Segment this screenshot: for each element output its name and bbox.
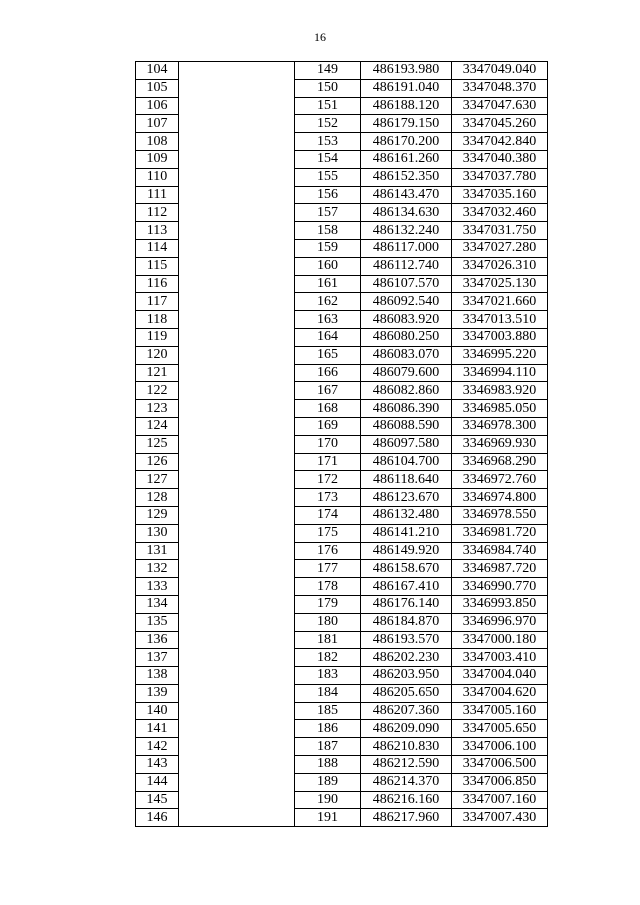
x-coordinate-cell: 486123.670 (361, 489, 452, 507)
row-number-cell: 114 (136, 239, 179, 257)
point-number-cell: 179 (295, 595, 361, 613)
x-coordinate-cell: 486191.040 (361, 79, 452, 97)
row-number-cell: 110 (136, 168, 179, 186)
x-coordinate-cell: 486132.480 (361, 506, 452, 524)
y-coordinate-cell: 3346990.770 (452, 578, 548, 596)
row-number-cell: 121 (136, 364, 179, 382)
x-coordinate-cell: 486158.670 (361, 560, 452, 578)
point-number-cell: 162 (295, 293, 361, 311)
y-coordinate-cell: 3346987.720 (452, 560, 548, 578)
row-number-cell: 117 (136, 293, 179, 311)
point-number-cell: 156 (295, 186, 361, 204)
point-number-cell: 173 (295, 489, 361, 507)
y-coordinate-cell: 3347031.750 (452, 222, 548, 240)
x-coordinate-cell: 486083.920 (361, 311, 452, 329)
x-coordinate-cell: 486170.200 (361, 133, 452, 151)
point-number-cell: 189 (295, 773, 361, 791)
row-number-cell: 109 (136, 150, 179, 168)
y-coordinate-cell: 3347006.500 (452, 756, 548, 774)
x-coordinate-cell: 486214.370 (361, 773, 452, 791)
row-number-cell: 116 (136, 275, 179, 293)
y-coordinate-cell: 3347049.040 (452, 62, 548, 80)
x-coordinate-cell: 486082.860 (361, 382, 452, 400)
row-number-cell: 106 (136, 97, 179, 115)
x-coordinate-cell: 486080.250 (361, 328, 452, 346)
y-coordinate-cell: 3346968.290 (452, 453, 548, 471)
y-coordinate-cell: 3347047.630 (452, 97, 548, 115)
point-number-cell: 170 (295, 435, 361, 453)
y-coordinate-cell: 3346985.050 (452, 400, 548, 418)
y-coordinate-cell: 3347027.280 (452, 239, 548, 257)
row-number-cell: 122 (136, 382, 179, 400)
y-coordinate-cell: 3347005.160 (452, 702, 548, 720)
row-number-cell: 124 (136, 417, 179, 435)
point-number-cell: 166 (295, 364, 361, 382)
y-coordinate-cell: 3347026.310 (452, 257, 548, 275)
point-number-cell: 184 (295, 684, 361, 702)
x-coordinate-cell: 486205.650 (361, 684, 452, 702)
x-coordinate-cell: 486134.630 (361, 204, 452, 222)
point-number-cell: 190 (295, 791, 361, 809)
point-number-cell: 177 (295, 560, 361, 578)
x-coordinate-cell: 486092.540 (361, 293, 452, 311)
x-coordinate-cell: 486188.120 (361, 97, 452, 115)
x-coordinate-cell: 486167.410 (361, 578, 452, 596)
x-coordinate-cell: 486193.570 (361, 631, 452, 649)
x-coordinate-cell: 486176.140 (361, 595, 452, 613)
x-coordinate-cell: 486117.000 (361, 239, 452, 257)
point-number-cell: 182 (295, 649, 361, 667)
x-coordinate-cell: 486217.960 (361, 809, 452, 827)
y-coordinate-cell: 3347048.370 (452, 79, 548, 97)
x-coordinate-cell: 486118.640 (361, 471, 452, 489)
x-coordinate-cell: 486216.160 (361, 791, 452, 809)
x-coordinate-cell: 486152.350 (361, 168, 452, 186)
y-coordinate-cell: 3346978.300 (452, 417, 548, 435)
point-number-cell: 172 (295, 471, 361, 489)
y-coordinate-cell: 3346972.760 (452, 471, 548, 489)
point-number-cell: 154 (295, 150, 361, 168)
y-coordinate-cell: 3347021.660 (452, 293, 548, 311)
row-number-cell: 138 (136, 667, 179, 685)
row-number-cell: 128 (136, 489, 179, 507)
point-number-cell: 168 (295, 400, 361, 418)
x-coordinate-cell: 486184.870 (361, 613, 452, 631)
x-coordinate-cell: 486112.740 (361, 257, 452, 275)
point-number-cell: 161 (295, 275, 361, 293)
y-coordinate-cell: 3347045.260 (452, 115, 548, 133)
y-coordinate-cell: 3346984.740 (452, 542, 548, 560)
y-coordinate-cell: 3347007.430 (452, 809, 548, 827)
point-number-cell: 175 (295, 524, 361, 542)
row-number-cell: 108 (136, 133, 179, 151)
merged-empty-cell (179, 62, 295, 827)
y-coordinate-cell: 3347003.410 (452, 649, 548, 667)
point-number-cell: 159 (295, 239, 361, 257)
row-number-cell: 118 (136, 311, 179, 329)
point-number-cell: 149 (295, 62, 361, 80)
y-coordinate-cell: 3346978.550 (452, 506, 548, 524)
x-coordinate-cell: 486086.390 (361, 400, 452, 418)
point-number-cell: 155 (295, 168, 361, 186)
point-number-cell: 153 (295, 133, 361, 151)
point-number-cell: 160 (295, 257, 361, 275)
row-number-cell: 120 (136, 346, 179, 364)
row-number-cell: 111 (136, 186, 179, 204)
point-number-cell: 185 (295, 702, 361, 720)
y-coordinate-cell: 3347007.160 (452, 791, 548, 809)
page-number: 16 (314, 30, 326, 44)
y-coordinate-cell: 3347035.160 (452, 186, 548, 204)
y-coordinate-cell: 3347013.510 (452, 311, 548, 329)
coordinates-table-body (136, 62, 548, 827)
row-number-cell: 139 (136, 684, 179, 702)
x-coordinate-cell: 486179.150 (361, 115, 452, 133)
x-coordinate-cell: 486207.360 (361, 702, 452, 720)
x-coordinate-cell: 486210.830 (361, 738, 452, 756)
row-number-cell: 127 (136, 471, 179, 489)
x-coordinate-cell: 486203.950 (361, 667, 452, 685)
row-number-cell: 142 (136, 738, 179, 756)
x-coordinate-cell: 486143.470 (361, 186, 452, 204)
row-number-cell: 104 (136, 62, 179, 80)
point-number-cell: 151 (295, 97, 361, 115)
x-coordinate-cell: 486088.590 (361, 417, 452, 435)
row-number-cell: 146 (136, 809, 179, 827)
y-coordinate-cell: 3346981.720 (452, 524, 548, 542)
x-coordinate-cell: 486202.230 (361, 649, 452, 667)
row-number-cell: 112 (136, 204, 179, 222)
x-coordinate-cell: 486083.070 (361, 346, 452, 364)
y-coordinate-cell: 3346974.800 (452, 489, 548, 507)
point-number-cell: 167 (295, 382, 361, 400)
point-number-cell: 165 (295, 346, 361, 364)
row-number-cell: 144 (136, 773, 179, 791)
y-coordinate-cell: 3347003.880 (452, 328, 548, 346)
y-coordinate-cell: 3347032.460 (452, 204, 548, 222)
point-number-cell: 171 (295, 453, 361, 471)
row-number-cell: 123 (136, 400, 179, 418)
x-coordinate-cell: 486079.600 (361, 364, 452, 382)
row-number-cell: 126 (136, 453, 179, 471)
point-number-cell: 152 (295, 115, 361, 133)
y-coordinate-cell: 3347006.100 (452, 738, 548, 756)
row-number-cell: 107 (136, 115, 179, 133)
x-coordinate-cell: 486149.920 (361, 542, 452, 560)
y-coordinate-cell: 3347000.180 (452, 631, 548, 649)
row-number-cell: 113 (136, 222, 179, 240)
point-number-cell: 169 (295, 417, 361, 435)
y-coordinate-cell: 3347037.780 (452, 168, 548, 186)
x-coordinate-cell: 486097.580 (361, 435, 452, 453)
row-number-cell: 141 (136, 720, 179, 738)
y-coordinate-cell: 3346969.930 (452, 435, 548, 453)
x-coordinate-cell: 486104.700 (361, 453, 452, 471)
y-coordinate-cell: 3347025.130 (452, 275, 548, 293)
point-number-cell: 178 (295, 578, 361, 596)
row-number-cell: 134 (136, 595, 179, 613)
point-number-cell: 186 (295, 720, 361, 738)
y-coordinate-cell: 3347042.840 (452, 133, 548, 151)
row-number-cell: 133 (136, 578, 179, 596)
row-number-cell: 136 (136, 631, 179, 649)
y-coordinate-cell: 3346995.220 (452, 346, 548, 364)
point-number-cell: 150 (295, 79, 361, 97)
y-coordinate-cell: 3347040.380 (452, 150, 548, 168)
x-coordinate-cell: 486193.980 (361, 62, 452, 80)
point-number-cell: 187 (295, 738, 361, 756)
y-coordinate-cell: 3346994.110 (452, 364, 548, 382)
row-number-cell: 129 (136, 506, 179, 524)
row-number-cell: 131 (136, 542, 179, 560)
y-coordinate-cell: 3347004.620 (452, 684, 548, 702)
point-number-cell: 157 (295, 204, 361, 222)
point-number-cell: 164 (295, 328, 361, 346)
point-number-cell: 176 (295, 542, 361, 560)
row-number-cell: 130 (136, 524, 179, 542)
x-coordinate-cell: 486209.090 (361, 720, 452, 738)
x-coordinate-cell: 486141.210 (361, 524, 452, 542)
x-coordinate-cell: 486161.260 (361, 150, 452, 168)
point-number-cell: 191 (295, 809, 361, 827)
row-number-cell: 115 (136, 257, 179, 275)
x-coordinate-cell: 486212.590 (361, 756, 452, 774)
row-number-cell: 132 (136, 560, 179, 578)
point-number-cell: 163 (295, 311, 361, 329)
point-number-cell: 174 (295, 506, 361, 524)
point-number-cell: 183 (295, 667, 361, 685)
point-number-cell: 188 (295, 756, 361, 774)
row-number-cell: 145 (136, 791, 179, 809)
point-number-cell: 180 (295, 613, 361, 631)
table-row (136, 62, 548, 80)
y-coordinate-cell: 3346993.850 (452, 595, 548, 613)
coordinates-table (135, 61, 548, 827)
row-number-cell: 125 (136, 435, 179, 453)
row-number-cell: 105 (136, 79, 179, 97)
row-number-cell: 137 (136, 649, 179, 667)
row-number-cell: 135 (136, 613, 179, 631)
x-coordinate-cell: 486107.570 (361, 275, 452, 293)
y-coordinate-cell: 3346996.970 (452, 613, 548, 631)
y-coordinate-cell: 3347005.650 (452, 720, 548, 738)
y-coordinate-cell: 3347004.040 (452, 667, 548, 685)
x-coordinate-cell: 486132.240 (361, 222, 452, 240)
y-coordinate-cell: 3347006.850 (452, 773, 548, 791)
point-number-cell: 181 (295, 631, 361, 649)
row-number-cell: 143 (136, 756, 179, 774)
y-coordinate-cell: 3346983.920 (452, 382, 548, 400)
row-number-cell: 140 (136, 702, 179, 720)
row-number-cell: 119 (136, 328, 179, 346)
point-number-cell: 158 (295, 222, 361, 240)
